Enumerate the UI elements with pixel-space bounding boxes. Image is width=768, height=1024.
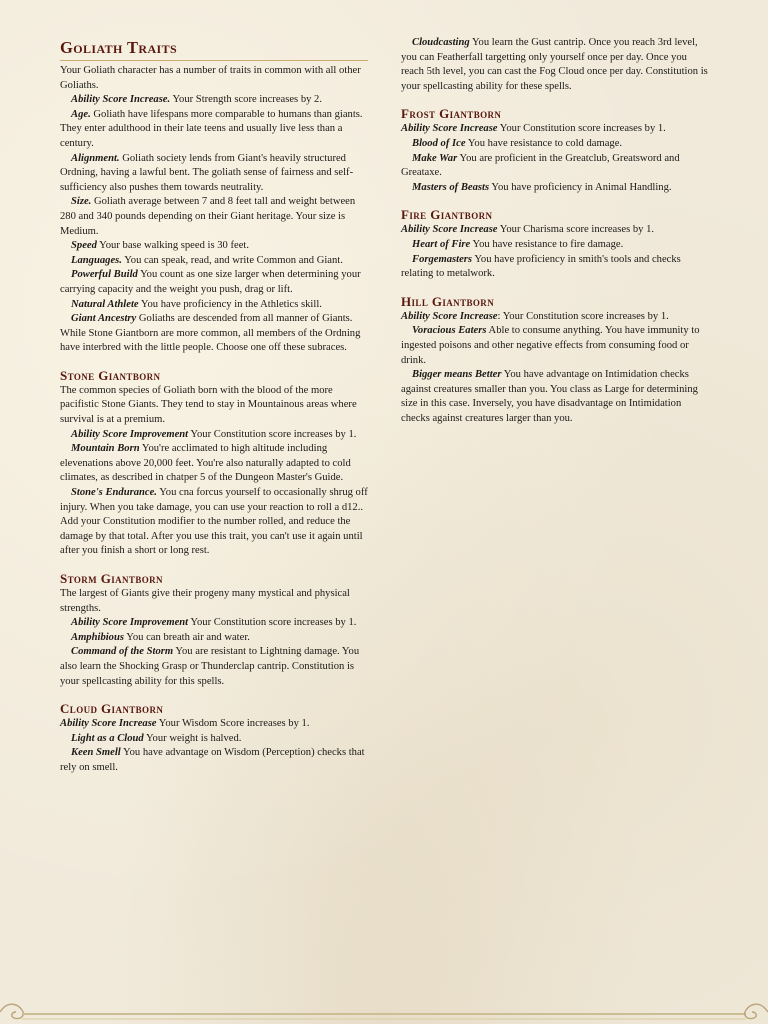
cloud-giantborn-heading: Cloud Giantborn <box>60 701 164 717</box>
stone-trait-mountain-born: Mountain Born You're acclimated to high altitude including elevenations above 20,000 feet. You're also naturally adapted to cold climates, as described in chatper 5 of the Dungeon Master's Guide. <box>60 443 351 484</box>
frost-trait-masters-of-beasts: Masters of Beasts You have proficiency in Animal Handling. <box>412 181 672 193</box>
storm-trait-ability: Ability Score Improvement Your Constitution score increases by 1. <box>71 617 357 629</box>
fire-trait-heart-of-fire: Heart of Fire You have resistance to fire damage. <box>412 238 624 250</box>
trait-giant-ancestry: Giant Ancestry Goliaths are descended from all manner of Giants. While Stone Giantborn are more common, all members of the Ordning have interbred with the little people. Choose one off these subraces. <box>60 313 361 354</box>
cloud-trait-keen-smell: Keen Smell You have advantage on Wisdom (Perception) checks that rely on smell. <box>60 747 365 773</box>
trait-age: Age. Goliath have lifespans more comparable to humans than giants. They enter adulthood in their late teens and usually live less than a century. <box>60 108 363 149</box>
frost-trait-make-war: Make War You are proficient in the Greatclub, Greatsword and Greataxe. <box>401 152 680 179</box>
hill-trait-bigger-means-better: Bigger means Better You have advantage on Intimidation checks against creatures smaller than you. You class as Large for determining size in this case. Inversely, you have disadvantage on Intimidation checks against creatures larger than you. <box>401 369 698 424</box>
footer-swirl-left <box>0 1004 23 1018</box>
stone-giantborn-heading: Stone Giantborn <box>60 367 161 383</box>
cloud-trait-ability: Ability Score Increase Your Wisdom Score increases by 1. <box>60 718 310 730</box>
fire-giantborn-heading: Fire Giantborn <box>401 207 493 223</box>
stone-intro: The common species of Goliath born with the blood of the more pacifistic Stone Giants. They tend to stay in Mountainous areas where survival is at a premium. <box>60 384 357 426</box>
traits-intro: Your Goliath character has a number of traits in common with all other Goliaths. <box>60 65 361 91</box>
stone-trait-ability: Ability Score Improvement Your Constitution score increases by 1. <box>71 428 357 440</box>
storm-trait-amphibious: Amphibious You can breath air and water. <box>71 631 250 643</box>
trait-speed: Speed Your base walking speed is 30 feet. <box>71 240 250 252</box>
hill-trait-ability: Ability Score Increase: Your Constitution score increases by 1. <box>401 310 669 322</box>
page-footer-ornament <box>0 994 768 1024</box>
trait-ability-score: Ability Score Increase. Your Strength score increases by 2. <box>71 94 323 106</box>
fire-trait-ability: Ability Score Increase Your Charisma score increases by 1. <box>401 224 655 236</box>
trait-size: Size. Goliath average between 7 and 8 feet tall and weight between 280 and 340 pounds depending on their Giant heritage. Your size is Medium. <box>60 196 356 237</box>
stone-trait-endurance: Stone's Endurance. You cna forcus yourself to occasionally shrug off injury. When you take damage, you can use your reaction to roll a d12.. Add your Constitution modifier to the number rolled, and reduce the damage by that total. After you use this trait, you can't use it again until after you finish a short or long rest. <box>60 487 368 557</box>
hill-trait-voracious-eaters: Voracious Eaters Able to consume anything. You have immunity to ingested poisons and other negative effects from consuming food or drink. <box>401 325 700 366</box>
storm-intro: The largest of Giants give their progeny many mystical and physical strengths. <box>60 588 350 614</box>
goliath-traits-heading: Goliath Traits <box>60 38 368 61</box>
hill-giantborn-heading: Hill Giantborn <box>401 293 495 309</box>
frost-trait-ability: Ability Score Increase Your Constitution score increases by 1. <box>401 123 666 135</box>
left-column <box>60 36 368 776</box>
frost-giantborn-heading: Frost Giantborn <box>401 106 502 122</box>
frost-trait-blood-of-ice: Blood of Ice You have resistance to cold damage. <box>412 137 623 149</box>
trait-powerful-build: Powerful Build You count as one size larger when determining your carrying capacity and the weight you push, drag or lift. <box>60 269 361 295</box>
fire-trait-forgemasters: Forgemasters You have proficiency in smith's tools and checks relating to metalwork. <box>401 253 681 280</box>
cloud-trait-cloudcasting: Cloudcasting You learn the Gust cantrip. Once you reach 3rd level, you can Featherfall targetting only yourself once per day. Once you reach 5th level, you can cast the Fog Cloud once per day. Constitution is your spellcasting ability for these spells. <box>401 37 708 92</box>
trait-languages: Languages. You can speak, read, and write Common and Giant. <box>71 254 343 266</box>
trait-alignment: Alignment. Goliath society lends from Giant's heavily structured Ordning, having a lawful bent. The goliath sense of fairness and self-sufficiency also pushes them towards neutrality. <box>60 152 354 193</box>
storm-giantborn-heading: Storm Giantborn <box>60 571 163 586</box>
right-column <box>401 36 709 426</box>
cloud-trait-light: Light as a Cloud Your weight is halved. <box>71 732 242 744</box>
storm-trait-command: Command of the Storm You are resistant to Lightning damage. You also learn the Shocking Grasp or Thunderclap cantrip. Constitution is your spellcasting ability for this spells. <box>60 646 360 687</box>
footer-swirl-right <box>745 1004 768 1018</box>
trait-natural-athlete: Natural Athlete You have proficiency in the Athletics skill. <box>71 298 322 310</box>
